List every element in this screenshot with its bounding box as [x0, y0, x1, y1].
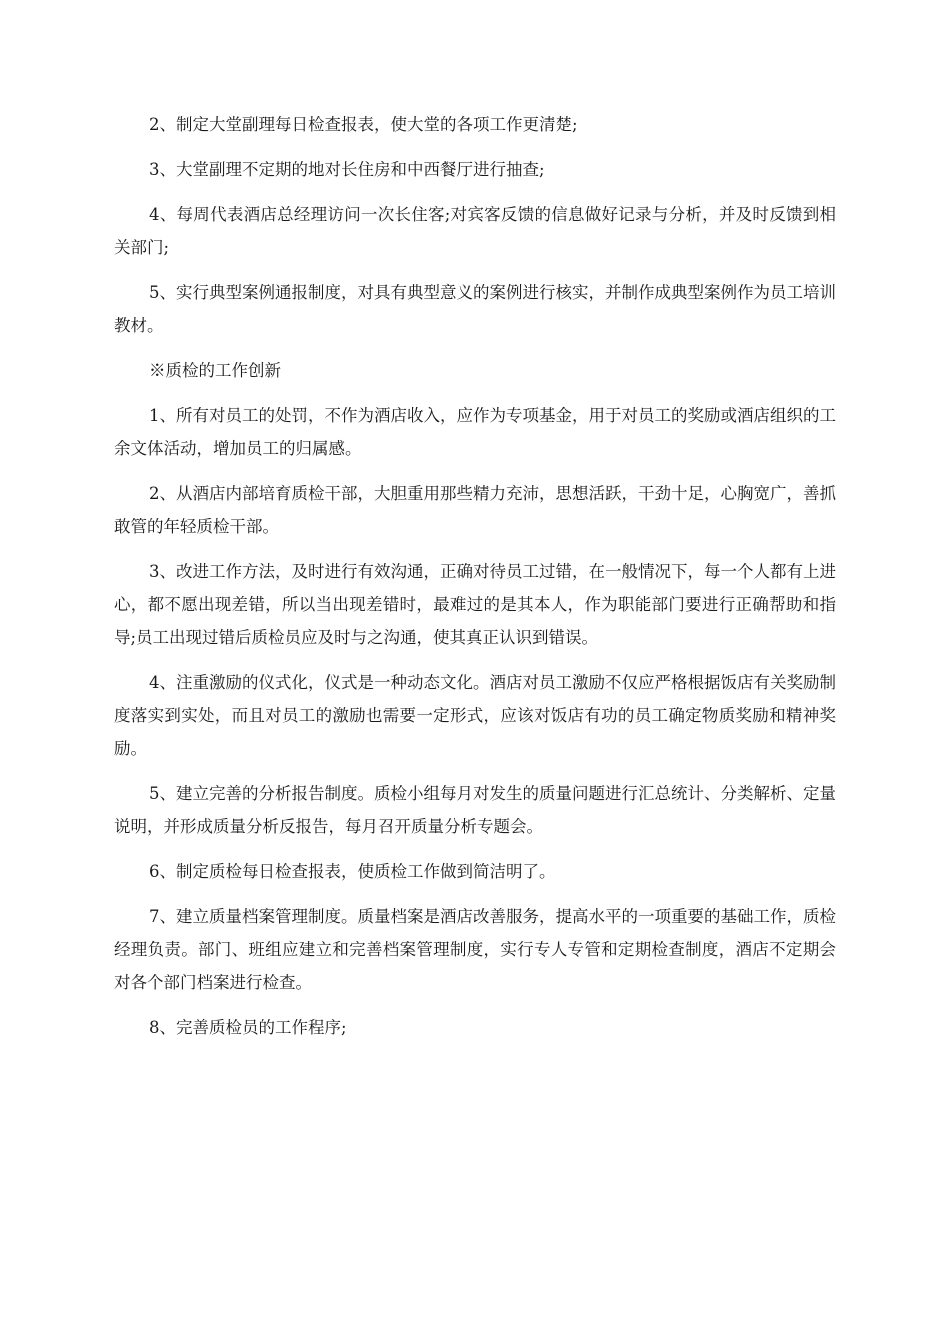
paragraph-incentive-ritual: 4、注重激励的仪式化，仪式是一种动态文化。酒店对员工激励不仅应严格根据饭店有关奖励制度落实到实处，而且对员工的激励也需要一定形式，应该对饭店有功的员工确定物质奖励和精神奖励。	[114, 673, 836, 758]
paragraph-daily-report-lobby: 2、制定大堂副理每日检查报表，使大堂的各项工作更清楚;	[149, 115, 578, 134]
paragraph-quality-archive: 7、建立质量档案管理制度。质量档案是酒店改善服务，提高水平的一项重要的基础工作，质检经理负责。部门、班组应建立和完善档案管理制度，实行专人专管和定期检查制度，酒店不定期会对各个部门档案进行检查。	[114, 907, 836, 992]
paragraph-qc-procedure: 8、完善质检员的工作程序;	[149, 1018, 347, 1037]
section-heading-innovation: ※质检的工作创新	[149, 361, 281, 380]
paragraph-weekly-visit: 4、每周代表酒店总经理访问一次长住客;对宾客反馈的信息做好记录与分析，并及时反馈到相关部门;	[114, 205, 836, 257]
paragraph-analysis-report: 5、建立完善的分析报告制度。质检小组每月对发生的质量问题进行汇总统计、分类解析、定量说明，并形成质量分析反报告，每月召开质量分析专题会。	[114, 784, 836, 836]
document-page	[114, 108, 836, 1056]
paragraph-cadre-training: 2、从酒店内部培育质检干部，大胆重用那些精力充沛，思想活跃，干劲十足，心胸宽广，善抓敢管的年轻质检干部。	[114, 484, 836, 536]
paragraph-penalty-fund: 1、所有对员工的处罚，不作为酒店收入，应作为专项基金，用于对员工的奖励或酒店组织的工余文体活动，增加员工的归属感。	[114, 406, 836, 458]
paragraph-case-report: 5、实行典型案例通报制度，对具有典型意义的案例进行核实，并制作成典型案例作为员工培训教材。	[114, 283, 836, 335]
paragraph-spot-check: 3、大堂副理不定期的地对长住房和中西餐厅进行抽查;	[149, 160, 545, 179]
paragraph-work-method: 3、改进工作方法，及时进行有效沟通，正确对待员工过错，在一般情况下，每一个人都有上进心，都不愿出现差错，所以当出现差错时，最难过的是其本人，作为职能部门要进行正确帮助和指导;员工出现过错后质检员应及时与之沟通，使其真正认识到错误。	[114, 562, 836, 647]
paragraph-daily-report-qc: 6、制定质检每日检查报表，使质检工作做到简洁明了。	[149, 862, 556, 881]
